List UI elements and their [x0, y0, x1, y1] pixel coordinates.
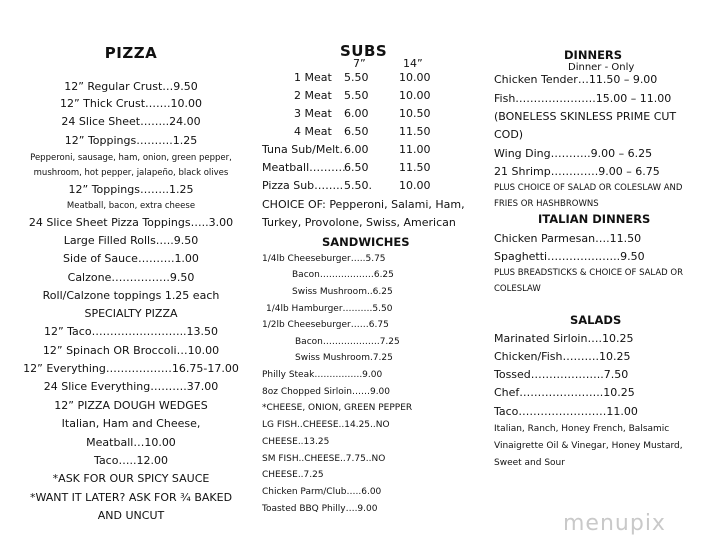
- salad-item: Tossed………………..7.50: [494, 368, 629, 381]
- pizza-topping-list: mushroom, hot pepper, jalapeño, black olives: [33, 168, 229, 178]
- salad-item: Chef…………………..10.25: [494, 386, 635, 399]
- pizza-heading: PIZZA: [104, 44, 158, 62]
- italian-item: Chicken Parmesan….11.50: [494, 232, 642, 245]
- pizza-item: 24 Slice Sheet……..24.00: [61, 115, 201, 128]
- sub-name: Meatball……….: [262, 161, 346, 174]
- dinner-item: Fish………………….15.00 – 11.00: [494, 92, 672, 105]
- sandwich-item: Chicken Parm/Club…..6.00: [262, 487, 382, 497]
- pizza-item: 12” Everything………………16.75-17.00: [23, 362, 239, 375]
- pizza-item: Large Filled Rolls…..9.50: [63, 234, 199, 247]
- dinners-heading: DINNERS: [564, 48, 623, 62]
- sub-price-14: 10.00: [399, 71, 431, 84]
- sub-name: Pizza Sub……..: [262, 179, 344, 192]
- dinners-subtitle: Dinner - Only: [568, 62, 635, 73]
- sandwich-item: SM FISH..CHEESE..7.75..NO: [262, 454, 386, 464]
- sub-name: 1 Meat: [294, 71, 332, 84]
- pizza-item: 12” Toppings……..1.25: [68, 183, 194, 196]
- salads-heading: SALADS: [570, 313, 622, 327]
- italian-note: PLUS BREADSTICKS & CHOICE OF SALAD OR: [494, 268, 684, 278]
- salad-item: Chicken/Fish……….10.25: [494, 350, 631, 363]
- sandwich-item: Bacon………………6.25: [292, 270, 394, 280]
- dinner-item: 21 Shrimp………….9.00 – 6.75: [494, 165, 660, 178]
- pizza-item: 12” Spinach OR Broccoli…10.00: [42, 344, 220, 357]
- dinner-note: PLUS CHOICE OF SALAD OR COLESLAW AND: [494, 183, 683, 193]
- menupix-watermark: menupix: [563, 511, 666, 536]
- subs-choice: Turkey, Provolone, Swiss, American: [262, 216, 456, 229]
- italian-dinners-heading: ITALIAN DINNERS: [538, 212, 651, 226]
- sub-price-7: 5.50.: [344, 179, 372, 192]
- sub-price-7: 5.50: [344, 71, 369, 84]
- sub-price-7: 6.00: [344, 107, 369, 120]
- pizza-item: 12” PIZZA DOUGH WEDGES: [54, 399, 208, 412]
- dinner-note: FRIES OR HASHBROWNS: [494, 199, 599, 209]
- dinner-item: (BONELESS SKINLESS PRIME CUT: [494, 110, 677, 123]
- pizza-topping-list: Meatball, bacon, extra cheese: [66, 201, 196, 211]
- sub-price-14: 10.00: [399, 179, 431, 192]
- sandwich-item: 1/4lb Cheeseburger…..5.75: [262, 254, 386, 264]
- sandwich-item: 8oz Chopped Sirloin……9.00: [262, 387, 391, 397]
- pizza-item: 12” Taco……………………..13.50: [43, 325, 219, 338]
- dinner-item: COD): [494, 128, 524, 141]
- pizza-item: Side of Sauce……….1.00: [63, 252, 199, 265]
- pizza-note: AND UNCUT: [97, 509, 165, 522]
- sandwich-item: Swiss Mushroom..6.25: [292, 287, 393, 297]
- sub-name: 2 Meat: [294, 89, 332, 102]
- subs-size-14: 14”: [403, 57, 423, 70]
- sub-price-14: 11.50: [399, 125, 431, 138]
- sub-price-14: 11.00: [399, 143, 431, 156]
- sub-price-14: 11.50: [399, 161, 431, 174]
- pizza-item: 12” Thick Crust…….10.00: [59, 97, 203, 110]
- pizza-item: 12” Regular Crust…9.50: [64, 80, 198, 93]
- sandwich-item: LG FISH..CHEESE..14.25..NO: [262, 420, 390, 430]
- sub-price-14: 10.50: [399, 107, 431, 120]
- sandwich-item: Toasted BBQ Philly….9.00: [262, 504, 378, 514]
- pizza-item: 24 Slice Sheet Pizza Toppings…..3.00: [28, 216, 234, 229]
- pizza-item: Italian, Ham and Cheese,: [61, 417, 201, 430]
- salad-dressings: Sweet and Sour: [494, 458, 565, 468]
- pizza-item: 24 Slice Everything……….37.00: [43, 380, 219, 393]
- sandwich-note: *CHEESE, ONION, GREEN PEPPER: [262, 403, 413, 413]
- pizza-item: 12” Toppings……….1.25: [64, 134, 198, 147]
- sub-price-7: 6.50: [344, 161, 369, 174]
- dinner-item: Chicken Tender…11.50 – 9.00: [494, 73, 658, 86]
- sub-price-7: 5.50: [344, 89, 369, 102]
- pizza-note: *WANT IT LATER? ASK FOR ¾ BAKED: [29, 491, 233, 504]
- italian-note: COLESLAW: [494, 284, 541, 294]
- pizza-note: *ASK FOR OUR SPICY SAUCE: [52, 472, 210, 485]
- subs-choice: CHOICE OF: Pepperoni, Salami, Ham,: [262, 198, 465, 211]
- sandwich-item: Bacon……………….7.25: [295, 337, 400, 347]
- sandwich-item: CHEESE..7.25: [262, 470, 324, 480]
- italian-item: Spaghetti………………..9.50: [494, 250, 645, 263]
- pizza-item: Roll/Calzone toppings 1.25 each: [42, 289, 220, 302]
- sub-price-14: 10.00: [399, 89, 431, 102]
- pizza-item: Meatball…10.00: [86, 436, 176, 449]
- sandwich-item: Philly Steak…………….9.00: [262, 370, 383, 380]
- sub-price-7: 6.50: [344, 125, 369, 138]
- specialty-pizza-heading: SPECIALTY PIZZA: [84, 307, 178, 320]
- dinner-item: Wing Ding………..9.00 – 6.25: [494, 147, 653, 160]
- pizza-topping-list: Pepperoni, sausage, ham, onion, green pepper,: [30, 153, 232, 163]
- sandwich-item: Swiss Mushroom.7.25: [295, 353, 393, 363]
- sub-name: 4 Meat: [294, 125, 332, 138]
- sandwich-item: 1/4lb Hamburger……….5.50: [266, 304, 393, 314]
- sandwiches-heading: SANDWICHES: [322, 235, 410, 249]
- sub-name: Tuna Sub/Melt.: [262, 143, 343, 156]
- subs-size-7: 7”: [353, 57, 366, 70]
- salad-dressings: Vinaigrette Oil & Vinegar, Honey Mustard,: [494, 441, 683, 451]
- sub-price-7: 6.00: [344, 143, 369, 156]
- sub-name: 3 Meat: [294, 107, 332, 120]
- sandwich-item: CHEESE..13.25: [262, 437, 330, 447]
- subs-heading: SUBS: [340, 42, 388, 60]
- salad-item: Taco……………………11.00: [494, 405, 638, 418]
- sandwich-item: 1/2lb Cheeseburger……6.75: [262, 320, 389, 330]
- pizza-item: Taco…..12.00: [94, 454, 168, 467]
- pizza-item: Calzone…………….9.50: [67, 271, 195, 284]
- salad-dressings: Italian, Ranch, Honey French, Balsamic: [494, 424, 670, 434]
- salad-item: Marinated Sirloin….10.25: [494, 332, 634, 345]
